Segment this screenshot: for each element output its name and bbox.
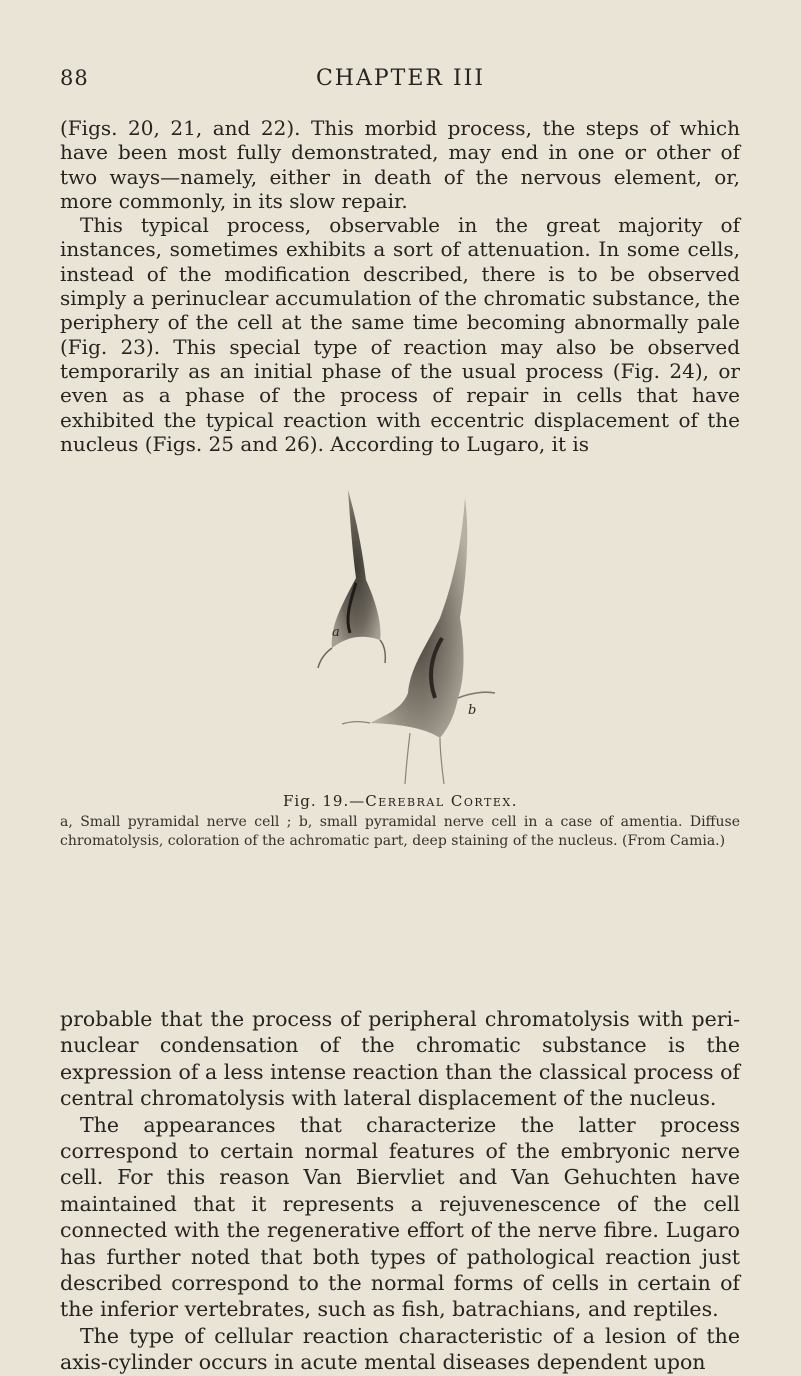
paragraph: probable that the process of peripheral chromatolysis with peri-nuclear condensation of the chromatic substance is the expression of a less intense reaction than the classical process of central chromatolysis with lateral displacement of the nucleus. — [60, 1007, 740, 1111]
figure-label-b: b — [468, 703, 477, 718]
figure-legend: a, Small pyramidal nerve cell ; b, small pyramidal nerve cell in a case of amentia. Diffuse chromatolysis, coloration of the achromatic part, deep staining of the nucleus. (From Camia.) — [60, 814, 740, 849]
page-header — [0, 66, 801, 96]
caption-prefix: Fig. 19.— — [283, 792, 366, 810]
body-text-bottom — [60, 1006, 740, 1376]
cell-a — [318, 490, 385, 668]
figure-illustration — [290, 488, 520, 788]
page-number: 88 — [60, 66, 89, 90]
paragraph: The appearances that characterize the latter process correspond to certain normal features of the embryonic nerve cell. For this reason Van Biervliet and Van Gehuchten have maintained that it represents a rejuvenescence of the cell connected with the regenerative effort of the nerve fibre. Lugaro has further noted that both types of pathological reaction just described correspond to the normal forms of cells in certain of the inferior vertebrates, such as fish, batrachians, and reptiles. — [60, 1112, 740, 1322]
paragraph: (Figs. 20, 21, and 22). This morbid process, the steps of which have been most fully demonstrated, may end in one or other of two ways—namely, either in death of the nervous element, or, more commonly, in its slow repair. — [60, 116, 740, 213]
caption-title: Cerebral Cortex. — [365, 792, 518, 810]
figure-label-a: a — [332, 625, 340, 640]
cell-b — [342, 498, 495, 784]
body-text-top — [60, 116, 740, 456]
chapter-title: CHAPTER III — [315, 66, 486, 91]
nerve-cells-drawing — [290, 488, 520, 788]
paragraph: This typical process, observable in the great majority of instances, sometimes exhibits a sort of attenuation. In some cells, instead of the modification described, there is to be observed simply a perinuclear accumulation of the chromatic substance, the periphery of the cell at the same time becoming abnormally pale (Fig. 23). This special type of reaction may also be observed temporarily as an initial phase of the usual process (Fig. 24), or even as a phase of the process of repair in cells that have exhibited the typical reaction with eccentric displacement of the nucleus (Figs. 25 and 26). According to Lugaro, it is — [60, 213, 740, 456]
figure-caption — [0, 792, 801, 810]
paragraph: The type of cellular reaction characteristic of a lesion of the axis-cylinder occurs in acute mental diseases dependent upon — [60, 1323, 740, 1375]
